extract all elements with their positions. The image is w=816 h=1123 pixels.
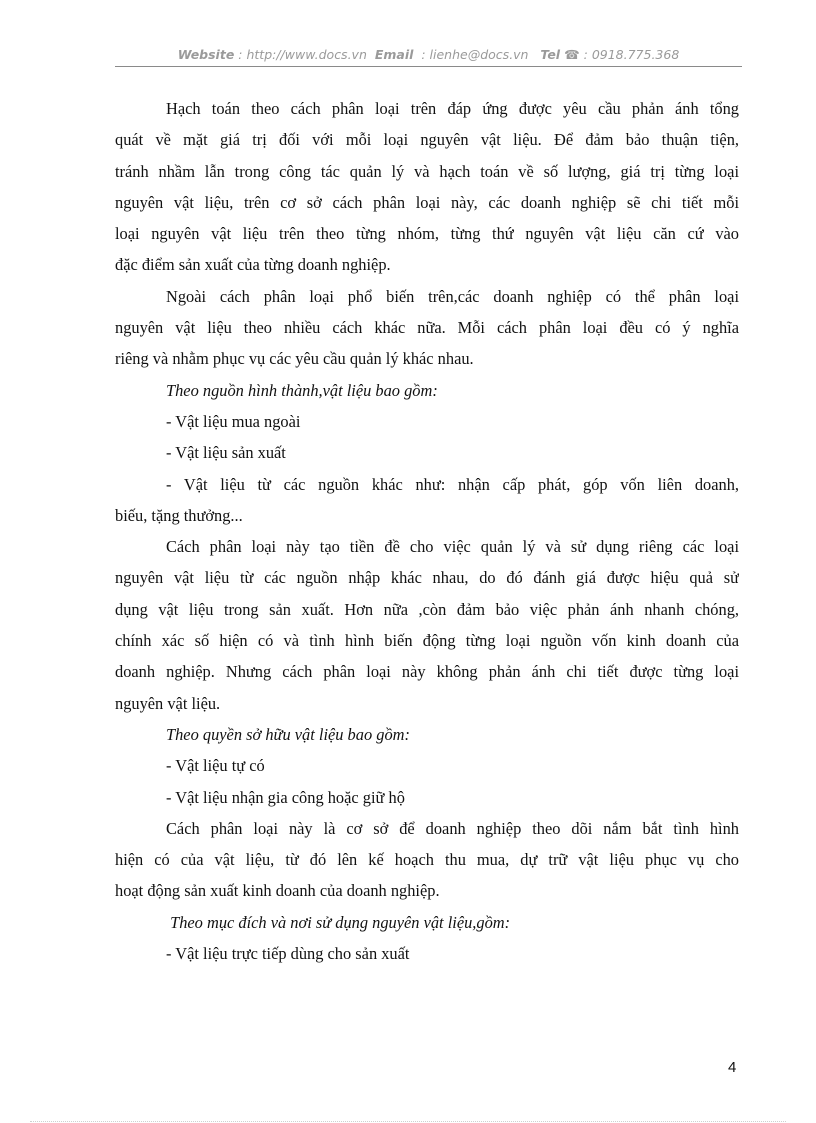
text-line: Cách phân loại này là cơ sở để doanh nghiệp theo dõi nắm bắt tình hình <box>166 818 739 838</box>
text-line: dụng vật liệu trong sản xuất. Hơn nữa ,còn đảm bảo việc phản ánh nhanh chóng, <box>115 599 739 619</box>
email-label: Email <box>374 47 414 62</box>
section-heading: Theo quyền sở hữu vật liệu bao gồm: <box>166 724 410 744</box>
text-line: biếu, tặng thưởng... <box>115 505 243 525</box>
tel-value: : 0918.775.368 <box>579 47 680 62</box>
text-line: nguyên vật liệu từ các nguồn nhập khác nhau, do đó đánh giá được hiệu quả sử <box>115 568 739 588</box>
text-line: hoạt động sản xuất kinh doanh của doanh nghiệp. <box>115 881 440 901</box>
text-line: doanh nghiệp. Nhưng cách phân loại này không phản ánh chi tiết được từng loại <box>115 662 739 682</box>
document-body <box>115 93 739 969</box>
list-item: - Vật liệu sản xuất <box>166 443 286 463</box>
text-line: hiện có của vật liệu, từ đó lên kế hoạch thu mua, dự trữ vật liệu phục vụ cho <box>115 850 739 870</box>
text-line: Ngoài cách phân loại phổ biến trên,các doanh nghiệp có thể phân loại <box>166 286 739 306</box>
section-heading: Theo mục đích và nơi sử dụng nguyên vật liệu,gồm: <box>166 912 511 932</box>
text-line: nguyên vật liệu, trên cơ sở cách phân loại này, các doanh nghiệp sẽ chi tiết mỗi <box>115 192 739 212</box>
text-line: Hạch toán theo cách phân loại trên đáp ứng được yêu cầu phản ánh tổng <box>166 99 739 118</box>
text-line: loại nguyên vật liệu trên theo từng nhóm, từng thứ nguyên vật liệu căn cứ vào <box>115 224 739 244</box>
page-header: Website : http://www.docs.vn Email : lienhe@docs.vn Tel ☎ : 0918.775.368 <box>177 47 680 62</box>
footer-divider <box>30 1121 786 1122</box>
text-line: nguyên vật liệu. <box>115 693 221 713</box>
page-number: 4 <box>728 1059 737 1076</box>
list-item: - Vật liệu trực tiếp dùng cho sản xuất <box>166 944 410 964</box>
website-label: Website <box>177 47 235 62</box>
list-item: - Vật liệu mua ngoài <box>166 411 301 431</box>
list-item: - Vật liệu từ các nguồn khác như: nhận cấp phát, góp vốn liên doanh, <box>166 474 739 494</box>
website-url[interactable]: http://www.docs.vn <box>246 47 367 62</box>
phone-icon: ☎ <box>564 47 580 62</box>
email-value[interactable]: : lienhe@docs.vn <box>417 47 529 62</box>
header-divider <box>115 66 742 67</box>
text-line: chính xác số hiện có và tình hình biến động từng loại nguồn vốn kinh doanh của <box>115 631 739 651</box>
text-line: tránh nhầm lẫn trong công tác quản lý và hạch toán về số lượng, giá trị từng loại <box>115 161 739 181</box>
list-item: - Vật liệu nhận gia công hoặc giữ hộ <box>166 787 405 807</box>
section-heading: Theo nguồn hình thành,vật liệu bao gồm: <box>166 380 438 400</box>
text-line: Cách phân loại này tạo tiền đề cho việc quản lý và sử dụng riêng các loại <box>166 537 739 557</box>
text-line: quát về mặt giá trị đối với mỗi loại nguyên vật liệu. Để đảm bảo thuận tiện, <box>115 130 739 150</box>
text-line: riêng và nhằm phục vụ các yêu cầu quản lý khác nhau. <box>115 349 474 369</box>
tel-label: Tel <box>540 47 561 62</box>
text-line: nguyên vật liệu theo nhiều cách khác nữa. Mỗi cách phân loại đều có ý nghĩa <box>115 318 739 338</box>
text-line: đặc điểm sản xuất của từng doanh nghiệp. <box>115 255 391 275</box>
list-item: - Vật liệu tự có <box>166 756 265 776</box>
